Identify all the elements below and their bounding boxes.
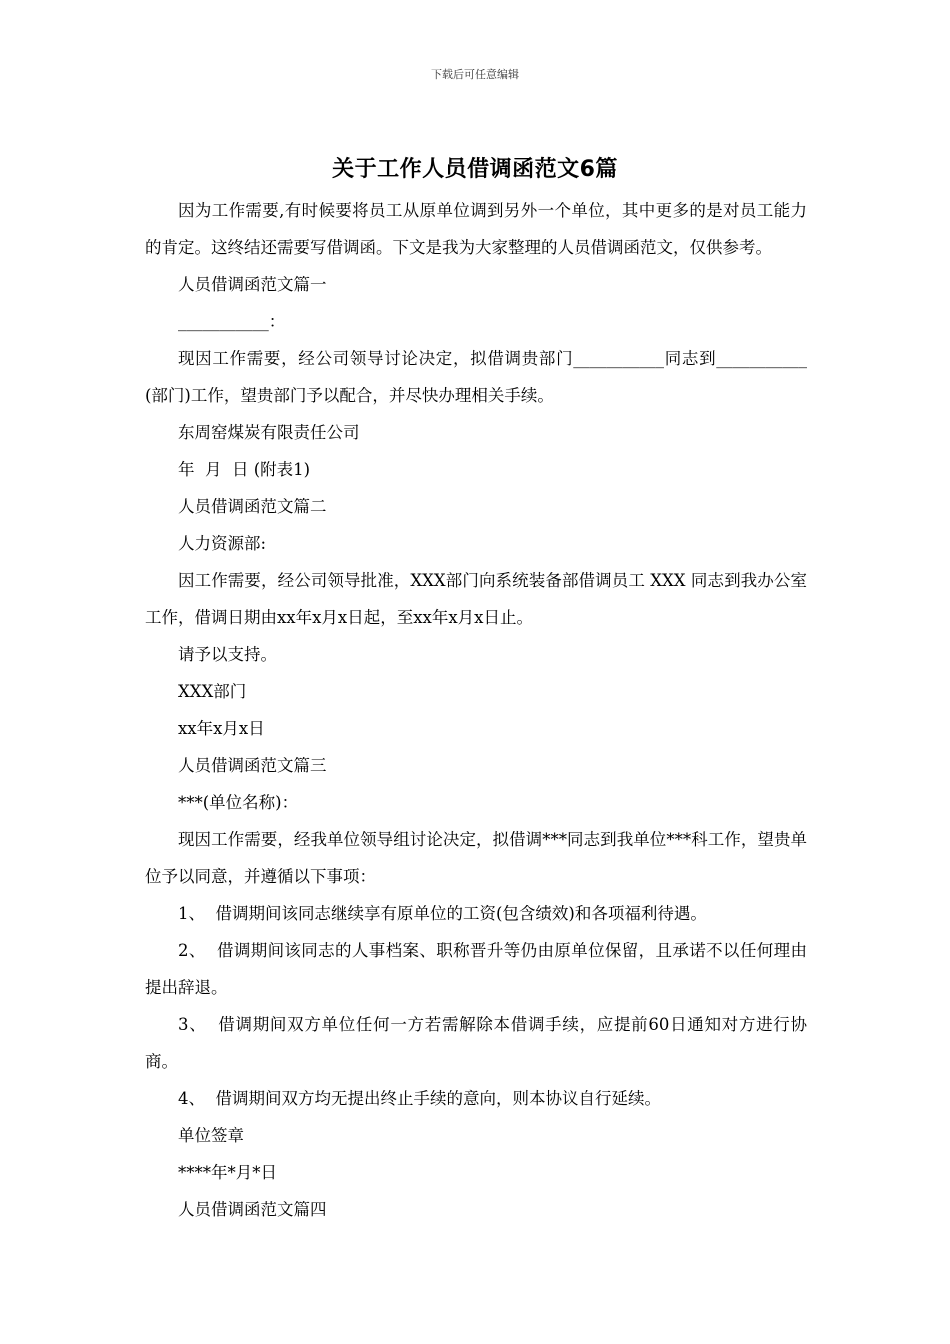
list-item: 1、 借调期间该同志继续享有原单位的工资(包含绩效)和各项福利待遇。: [178, 904, 707, 923]
list-item: 3、 借调期间双方单位任何一方若需解除本借调手续，应提前60日通知对方进行协商。: [145, 1015, 807, 1071]
section-heading-4: 人员借调函范文篇四: [178, 1200, 327, 1219]
list-item: 4、 借调期间双方均无提出终止手续的意向，则本协议自行延续。: [178, 1089, 661, 1108]
salutation: ***(单位名称)：: [178, 793, 299, 812]
paragraph-body: 因工作需要，经公司领导批准，XXX部门向系统装备部借调员工 XXX 同志到我办公室工作，借调日期由xx年x月x日起，至xx年x月x日止。: [145, 571, 807, 627]
paragraph-closing: 请予以支持。: [178, 645, 277, 664]
section-heading-3: 人员借调函范文篇三: [178, 756, 327, 775]
document-body: [145, 192, 807, 1228]
signature-seal: 单位签章: [178, 1126, 244, 1145]
section-heading-2: 人员借调函范文篇二: [178, 497, 327, 516]
signature-company: 东周窑煤炭有限责任公司: [178, 423, 360, 442]
list-item: 2、 借调期间该同志的人事档案、职称晋升等仍由原单位保留，且承诺不以任何理由提出辞退。: [145, 941, 807, 997]
signature-date: ****年*月*日: [178, 1163, 277, 1182]
paragraph-intro: 因为工作需要,有时候要将员工从原单位调到另外一个单位，其中更多的是对员工能力的肯定。这终结还需要写借调函。下文是我为大家整理的人员借调函范文，仅供参考。: [145, 201, 807, 257]
signature-date: xx年x月x日: [178, 719, 265, 738]
paragraph-body: 现因工作需要，经公司领导讨论决定，拟借调贵部门___________同志到___________(部门)工作，望贵部门予以配合，并尽快办理相关手续。: [145, 349, 807, 405]
signature-department: XXX部门: [178, 682, 247, 701]
header-note: 下载后可任意编辑: [431, 68, 519, 81]
signature-date: 年 月 日 (附表1): [178, 460, 311, 479]
section-heading-1: 人员借调函范文篇一: [178, 275, 327, 294]
salutation-blank: ___________：: [178, 312, 286, 331]
salutation: 人力资源部:: [178, 534, 267, 553]
document-title: 关于工作人员借调函范文6篇: [332, 157, 618, 182]
paragraph-body: 现因工作需要，经我单位领导组讨论决定，拟借调***同志到我单位***科工作，望贵单位予以同意，并遵循以下事项：: [145, 830, 807, 886]
